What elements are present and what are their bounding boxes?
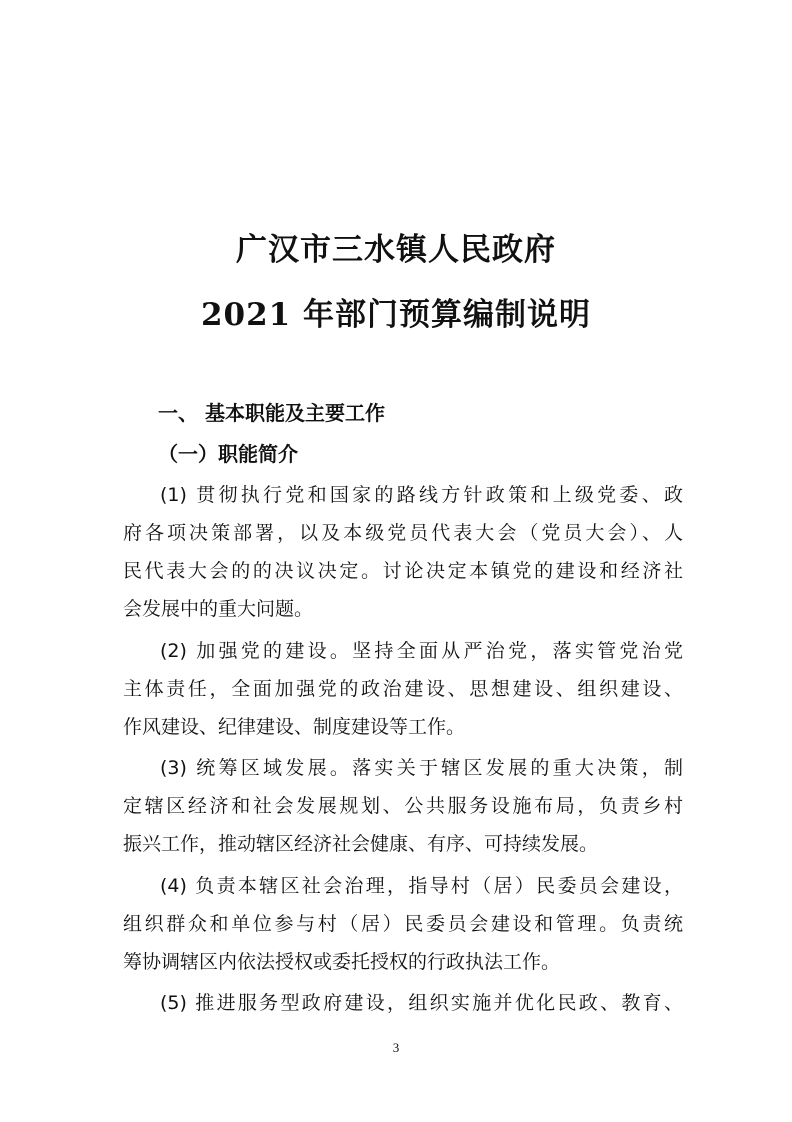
- paragraph-line: 民代表大会的的决议决定。讨论决定本镇党的建设和经济社: [123, 560, 683, 582]
- document-title: 广汉市三水镇人民政府: [236, 232, 556, 268]
- paragraph-line: (2) 加强党的建设。坚持全面从严治党，落实管党治党: [160, 640, 683, 662]
- paragraph-line: 振兴工作，推动辖区经济社会健康、有序、可持续发展。: [123, 833, 599, 855]
- paragraph-line: (5) 推进服务型政府建设，组织实施并优化民政、教育、: [160, 992, 683, 1014]
- paragraph-line: 会发展中的重大问题。: [123, 598, 314, 620]
- document-subtitle: 2021 年部门预算编制说明: [200, 297, 592, 333]
- paragraph-line: 定辖区经济和社会发展规划、公共服务设施布局，负责乡村: [123, 795, 683, 817]
- paragraph-line: 府各项决策部署，以及本级党员代表大会（党员大会）、人: [123, 522, 683, 544]
- paragraph-line: 组织群众和单位参与村（居）民委员会建设和管理。负责统: [123, 913, 683, 935]
- page-number: 3: [392, 1040, 400, 1055]
- section-heading-basic-functions: 一、 基本职能及主要工作: [158, 401, 385, 425]
- subsection-heading-function-intro: （一）职能简介: [158, 442, 298, 466]
- paragraph-line: 筹协调辖区内依法授权或委托授权的行政执法工作。: [123, 951, 561, 973]
- paragraph-line: (1) 贯彻执行党和国家的路线方针政策和上级党委、政: [160, 484, 683, 506]
- paragraph-line: (4) 负责本辖区社会治理，指导村（居）民委员会建设，: [160, 875, 683, 897]
- paragraph-line: (3) 统筹区域发展。落实关于辖区发展的重大决策，制: [160, 757, 683, 779]
- paragraph-line: 作风建设、纪律建设、制度建设等工作。: [123, 716, 466, 738]
- paragraph-line: 主体责任，全面加强党的政治建设、思想建设、组织建设、: [123, 678, 683, 700]
